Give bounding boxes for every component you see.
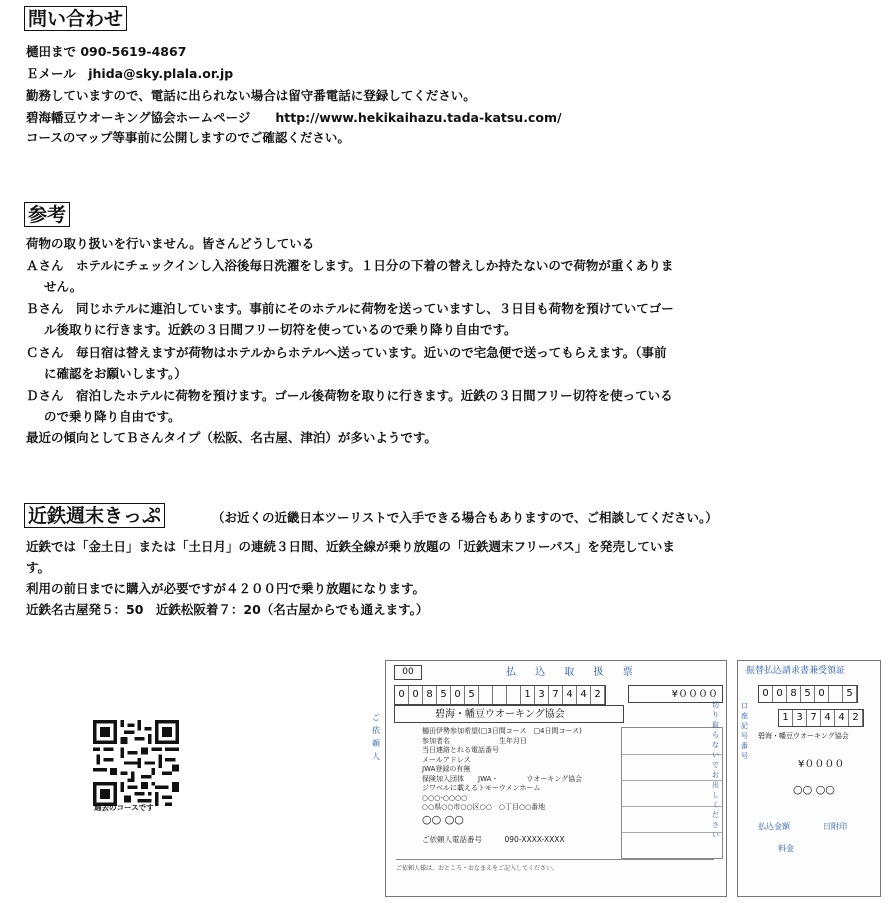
account-digit: 2: [849, 710, 863, 726]
slip-stamp-grid: [621, 727, 723, 859]
contact-map-note: コースのマップ等事前に公開しますのでご確認ください。: [26, 130, 350, 145]
receipt-account-code: [758, 685, 858, 703]
account-digit: 4: [577, 686, 591, 704]
slip-side-label: ご依頼人: [372, 713, 380, 761]
account-digit: 3: [535, 686, 549, 704]
account-digit: 7: [549, 686, 563, 704]
account-digit: 8: [423, 686, 437, 704]
qr-caption: 過去のコースです: [94, 803, 154, 812]
kintetsu-line4: 近鉄名古屋発５：50 近鉄松阪着７：20（名古屋からでも通えます。）: [26, 602, 429, 617]
slip-detail-line: JWA登録の有無: [422, 765, 471, 773]
account-digit: 0: [409, 686, 423, 704]
account-digit: 4: [821, 710, 835, 726]
account-digit: 1: [521, 686, 535, 704]
slip-detail-line: 当日連絡とれる電話番号: [422, 746, 499, 754]
receipt-amount-label: 払込金額: [758, 822, 790, 831]
kintetsu-line2: す。: [26, 560, 51, 575]
account-digit: [829, 686, 843, 702]
contact-phone: 樋田まで 090-5619-4867: [26, 44, 187, 59]
reference-intro: 荷物の取り扱いを行いません。皆さんどうしている: [26, 236, 315, 251]
slip-account-number: [394, 685, 606, 705]
reference-d-line1: Ｄさん 宿泊したホテルに荷物を預けます。ゴール後荷物を取りに行きます。近鉄の３日間フリー切符を使っている: [26, 388, 673, 403]
slip-amount: ¥００００: [628, 685, 723, 703]
reference-c-line2: に確認をお願いします。）: [44, 366, 187, 381]
qr-code-icon[interactable]: [93, 720, 179, 806]
account-digit: 1: [779, 710, 793, 726]
account-digit: 7: [807, 710, 821, 726]
account-digit: 0: [395, 686, 409, 704]
kintetsu-note: （お近くの近畿日本ツーリストで入手できる場合もありますので、ご相談してください。）: [212, 510, 718, 525]
reference-a-line2: せん。: [44, 279, 83, 294]
receipt-amount: ¥００００: [798, 759, 845, 770]
receipt-payee: 碧海・幡豆ウオーキング協会: [758, 732, 849, 740]
account-digit: 0: [815, 686, 829, 702]
slip-payee: 碧海・幡豆ウオーキング協会: [394, 705, 624, 723]
receipt-fee-label: 料金: [778, 844, 794, 853]
slip-detail-line: ○○県○○市○○区○○ ○丁目○○番地: [422, 803, 546, 811]
slip-tag: 00: [394, 665, 422, 680]
reference-heading: 参考: [24, 202, 70, 227]
account-digit: 2: [591, 686, 605, 704]
receipt-date-stamp-label: 日附印: [823, 822, 847, 831]
account-digit: 3: [793, 710, 807, 726]
contact-voicemail-note: 勤務していますので、電話に出られない場合は留守番電話に登録してください。: [26, 88, 476, 103]
contact-heading: 問い合わせ: [24, 6, 127, 31]
slip-detail-line: 樋田伊勢参加希望(□3日間コース □4日間コース): [422, 727, 582, 735]
slip-detail-line: 保険加入団体 JWA・ ウオーキング協会: [422, 774, 583, 783]
reference-b-line2: ル後取りに行きます。近鉄の３日間フリー切符を使っているので乗り降り自由です。: [44, 322, 517, 337]
account-digit: 5: [465, 686, 479, 704]
account-digit: [479, 686, 493, 704]
slip-footer-note: ご依頼人様は、おところ・おなまえをご記入してください。: [396, 859, 714, 872]
slip-payer-name: ○○ ○○: [422, 813, 464, 826]
contact-homepage[interactable]: 碧海幡豆ウオーキング協会ホームページ http://www.hekikaihazu.tada-katsu.com/: [26, 110, 562, 125]
account-digit: 8: [787, 686, 801, 702]
reference-a-line1: Ａさん ホテルにチェックインし入浴後毎日洗濯をします。１日分の下着の替えしか持たないので荷物が重くありま: [26, 258, 674, 273]
account-digit: 4: [563, 686, 577, 704]
receipt-title: 振替払込請求書兼受領証: [746, 666, 846, 676]
account-digit: 0: [451, 686, 465, 704]
reference-d-line2: ので乗り降り自由です。: [44, 409, 181, 424]
reference-trend: 最近の傾向としてＢさんタイプ（松阪、名古屋、津泊）が多いようです。: [26, 430, 437, 445]
slip-detail-line: ○○○-○○○○: [422, 793, 468, 802]
account-digit: [493, 686, 507, 704]
slip-title: 払 込 取 扱 票: [506, 667, 641, 678]
account-digit: [507, 686, 521, 704]
slip-cut-instruction: 切り取らないでお出しください: [712, 701, 719, 839]
contact-email[interactable]: Ｅメール jhida@sky.plala.or.jp: [26, 66, 234, 81]
receipt-payer-name: ○○ ○○: [793, 783, 835, 796]
account-digit: 0: [759, 686, 773, 702]
account-digit: 4: [835, 710, 849, 726]
reference-c-line1: Ｃさん 毎日宿は替えますが荷物はホテルからホテルへ送っています。近いので宅急便で送ってもらえます。（事前: [26, 345, 667, 360]
slip-detail-line: ジワベルに載えるトモーウメンホーム: [422, 784, 541, 792]
account-digit: 0: [773, 686, 787, 702]
slip-phone: ご依頼人電話番号 090-XXXX-XXXX: [422, 835, 565, 844]
slip-detail-lines: [422, 727, 582, 813]
slip-detail-line: 参加者名 生年月日: [422, 736, 527, 745]
payment-slip-image: [372, 660, 727, 897]
account-digit: 5: [801, 686, 815, 702]
account-digit: 5: [843, 686, 857, 702]
kintetsu-line3: 利用の前日までに購入が必要ですが４２００円で乗り放題になります。: [26, 581, 426, 596]
receipt-side-label: 口座記号番号: [741, 702, 748, 760]
kintetsu-line1: 近鉄では「金土日」または「土日月」の連続３日間、近鉄全線が乗り放題の「近鉄週末フリーパス」を発売していま: [26, 539, 675, 554]
reference-b-line1: Ｂさん 同じホテルに連泊しています。事前にそのホテルに荷物を送っていますし、３日目も荷物を預けていてゴー: [26, 301, 674, 316]
slip-detail-line: メールアドレス: [422, 755, 471, 764]
qr-code-graphic: [93, 720, 179, 806]
kintetsu-heading: 近鉄週末きっぷ: [24, 503, 165, 528]
receipt-slip-image: [737, 660, 881, 897]
account-digit: 5: [437, 686, 451, 704]
receipt-account-number: [778, 709, 864, 727]
